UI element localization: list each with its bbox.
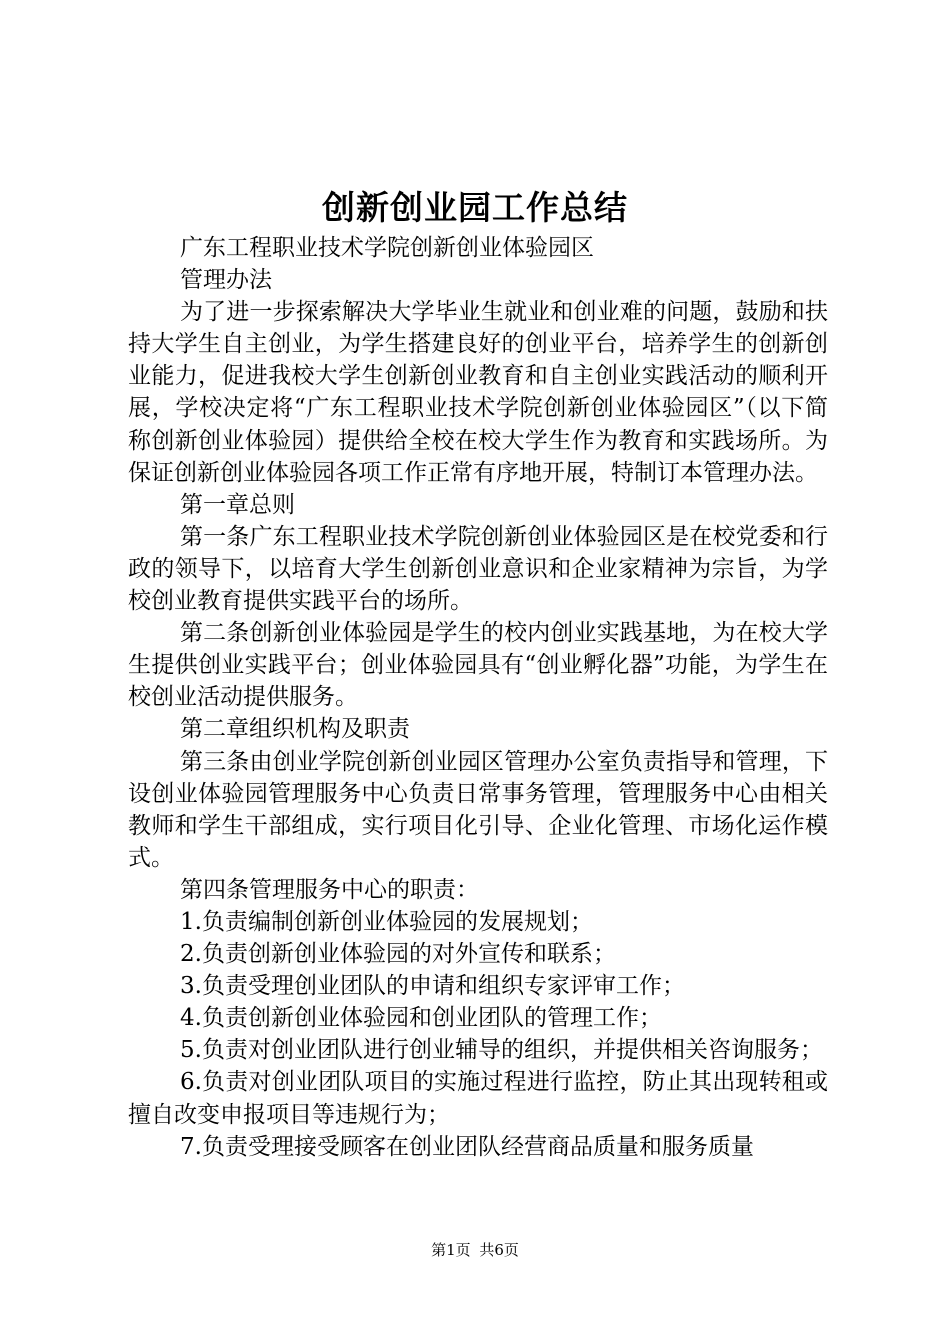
paragraph: 第三条由创业学院创新创业园区管理办公室负责指导和管理，下设创业体验园管理服务中心负责日常事务管理，管理服务中心由相关教师和学生干部组成，实行项目化引导、企业化管理、市场化运作模式。 <box>128 748 828 871</box>
page-total: 共6页 <box>479 1241 519 1259</box>
list-item: 6.负责对创业团队项目的实施过程进行监控，防止其出现转租或擅自改变申报项目等违规行为； <box>128 1069 828 1128</box>
chapter-heading: 第一章总则 <box>180 491 295 518</box>
list-item: 5.负责对创业团队进行创业辅导的组织，并提供相关咨询服务； <box>180 1037 823 1064</box>
paragraph: 广东工程职业技术学院创新创业体验园区 <box>180 235 594 261</box>
paragraph: 第四条管理服务中心的职责： <box>180 876 479 903</box>
list-item: 3.负责受理创业团队的申请和组织专家评审工作； <box>180 973 685 1000</box>
page-footer <box>0 1240 950 1260</box>
chapter-heading: 第二章组织机构及职责 <box>180 716 410 743</box>
document-title: 创新创业园工作总结 <box>322 188 628 227</box>
document-body <box>128 232 828 1163</box>
paragraph: 为了进一步探索解决大学毕业生就业和创业难的问题，鼓励和扶持大学生自主创业，为学生搭建良好的创业平台，培养学生的创新创业能力，促进我校大学生创新创业教育和自主创业实践活动的顺利开展，学校决定将“广东工程职业技术学院创新创业体验园区”（以下简称创新创业体验园）提供给全校在校大学生作为教育和实践场所。为保证创新创业体验园各项工作正常有序地开展，特制订本管理办法。 <box>128 299 828 486</box>
list-item: 1.负责编制创新创业体验园的发展规划； <box>180 908 593 935</box>
paragraph: 第一条广东工程职业技术学院创新创业体验园区是在校党委和行政的领导下，以培育大学生创新创业意识和企业家精神为宗旨，为学校创业教育提供实践平台的场所。 <box>128 523 828 615</box>
list-item: 4.负责创新创业体验园和创业团队的管理工作； <box>180 1005 662 1032</box>
paragraph: 第二条创新创业体验园是学生的校内创业实践基地，为在校大学生提供创业实践平台；创业体验园具有“创业孵化器”功能，为学生在校创业活动提供服务。 <box>128 620 828 711</box>
paragraph: 管理办法 <box>180 267 272 294</box>
list-item: 7.负责受理接受顾客在创业团队经营商品质量和服务质量 <box>180 1133 754 1160</box>
list-item: 2.负责创新创业体验园的对外宣传和联系； <box>180 941 616 968</box>
page-number: 第1页 <box>431 1241 471 1259</box>
